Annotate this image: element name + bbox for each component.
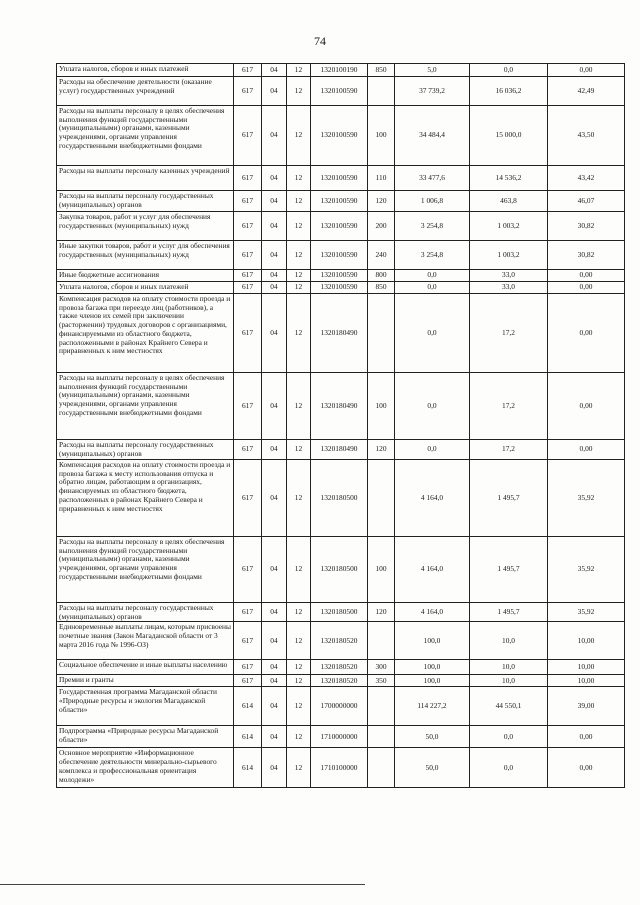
cell-fact: 0,0 bbox=[470, 726, 548, 748]
cell-plan: 100,0 bbox=[395, 675, 470, 687]
cell-name: Иные бюджетные ассигнования bbox=[57, 270, 234, 282]
table-row bbox=[57, 294, 625, 373]
cell-name: Иные закупки товаров, работ и услуг для обеспечения государственных (муниципальных) нужд bbox=[57, 241, 234, 270]
cell-vr: 100 bbox=[368, 537, 395, 603]
cell-pr: 12 bbox=[287, 622, 311, 660]
cell-fact: 1 495,7 bbox=[470, 603, 548, 622]
cell-pct: 10,00 bbox=[548, 622, 625, 660]
cell-name: Расходы на выплаты персоналу в целях обеспечения выполнения функций государственными (муниципальными) органами, казенными учреждениями, органами управления государственными внебюджетными фондами bbox=[57, 537, 234, 603]
cell-name: Расходы на выплаты персоналу государственных (муниципальных) органов bbox=[57, 440, 234, 460]
cell-pr: 12 bbox=[287, 191, 311, 212]
table-row bbox=[57, 726, 625, 748]
cell-fact: 17,2 bbox=[470, 373, 548, 440]
cell-adm: 614 bbox=[234, 748, 262, 788]
cell-name: Государственная программа Магаданской области «Природные ресурсы и экология Магаданской области» bbox=[57, 687, 234, 726]
cell-pr: 12 bbox=[287, 106, 311, 166]
table-row bbox=[57, 241, 625, 270]
cell-csr: 1320180500 bbox=[311, 537, 368, 603]
cell-vr bbox=[368, 622, 395, 660]
cell-pct: 10,00 bbox=[548, 675, 625, 687]
cell-plan: 0,0 bbox=[395, 294, 470, 373]
cell-name: Расходы на выплаты персоналу государственных (муниципальных) органов bbox=[57, 603, 234, 622]
cell-rz: 04 bbox=[262, 537, 287, 603]
cell-name: Компенсация расходов на оплату стоимости проезда и провоза багажа к месту использования отпуска и обратно лицам, работающим в организациях, финансируемых из областного бюджета, расположенных в районах Крайнего Севера и приравненных к ним местностях bbox=[57, 460, 234, 537]
cell-pr: 12 bbox=[287, 77, 311, 106]
cell-vr bbox=[368, 460, 395, 537]
cell-pr: 12 bbox=[287, 241, 311, 270]
cell-fact: 33,0 bbox=[470, 282, 548, 294]
cell-plan: 3 254,8 bbox=[395, 241, 470, 270]
cell-rz: 04 bbox=[262, 440, 287, 460]
cell-pct: 0,00 bbox=[548, 282, 625, 294]
cell-name: Расходы на выплаты персоналу казенных учреждений bbox=[57, 166, 234, 191]
cell-csr: 1320180490 bbox=[311, 294, 368, 373]
cell-csr: 1320100590 bbox=[311, 191, 368, 212]
page-number: 74 bbox=[314, 34, 326, 48]
cell-fact: 10,0 bbox=[470, 675, 548, 687]
cell-pct: 35,92 bbox=[548, 460, 625, 537]
cell-pr: 12 bbox=[287, 603, 311, 622]
cell-rz: 04 bbox=[262, 212, 287, 241]
cell-plan: 0,0 bbox=[395, 373, 470, 440]
table-row bbox=[57, 191, 625, 212]
cell-rz: 04 bbox=[262, 726, 287, 748]
cell-plan: 34 484,4 bbox=[395, 106, 470, 166]
cell-csr: 1320100590 bbox=[311, 106, 368, 166]
cell-pr: 12 bbox=[287, 166, 311, 191]
cell-adm: 617 bbox=[234, 603, 262, 622]
cell-adm: 617 bbox=[234, 64, 262, 77]
cell-csr: 1320180500 bbox=[311, 460, 368, 537]
cell-pr: 12 bbox=[287, 64, 311, 77]
cell-adm: 617 bbox=[234, 460, 262, 537]
cell-name: Основное мероприятие «Информационное обеспечение деятельности минерально-сырьевого комплекса и профессиональная ориентация молодежи» bbox=[57, 748, 234, 788]
cell-rz: 04 bbox=[262, 191, 287, 212]
cell-rz: 04 bbox=[262, 64, 287, 77]
cell-adm: 617 bbox=[234, 440, 262, 460]
cell-fact: 10,0 bbox=[470, 660, 548, 675]
cell-vr: 850 bbox=[368, 64, 395, 77]
table-row bbox=[57, 622, 625, 660]
cell-plan: 3 254,8 bbox=[395, 212, 470, 241]
table-row bbox=[57, 440, 625, 460]
cell-fact: 17,2 bbox=[470, 294, 548, 373]
cell-name: Расходы на обеспечение деятельности (оказание услуг) государственных учреждений bbox=[57, 77, 234, 106]
cell-pct: 0,00 bbox=[548, 294, 625, 373]
cell-rz: 04 bbox=[262, 241, 287, 270]
cell-vr bbox=[368, 77, 395, 106]
table-row bbox=[57, 460, 625, 537]
cell-vr: 850 bbox=[368, 282, 395, 294]
cell-csr: 1320100590 bbox=[311, 77, 368, 106]
cell-adm: 614 bbox=[234, 687, 262, 726]
cell-adm: 617 bbox=[234, 270, 262, 282]
table-row bbox=[57, 270, 625, 282]
cell-csr: 1710000000 bbox=[311, 726, 368, 748]
cell-pct: 0,00 bbox=[548, 373, 625, 440]
table-row bbox=[57, 77, 625, 106]
cell-pct: 43,50 bbox=[548, 106, 625, 166]
cell-plan: 1 006,8 bbox=[395, 191, 470, 212]
cell-rz: 04 bbox=[262, 660, 287, 675]
cell-adm: 617 bbox=[234, 373, 262, 440]
cell-rz: 04 bbox=[262, 77, 287, 106]
cell-vr: 800 bbox=[368, 270, 395, 282]
cell-csr: 1320100590 bbox=[311, 241, 368, 270]
table-row bbox=[57, 687, 625, 726]
cell-pct: 46,07 bbox=[548, 191, 625, 212]
cell-adm: 617 bbox=[234, 191, 262, 212]
cell-pr: 12 bbox=[287, 440, 311, 460]
cell-vr: 350 bbox=[368, 675, 395, 687]
budget-table bbox=[56, 63, 625, 788]
cell-pr: 12 bbox=[287, 294, 311, 373]
table-row bbox=[57, 537, 625, 603]
cell-rz: 04 bbox=[262, 166, 287, 191]
cell-adm: 617 bbox=[234, 622, 262, 660]
cell-adm: 617 bbox=[234, 241, 262, 270]
cell-name: Расходы на выплаты персоналу в целях обеспечения выполнения функций государственными (муниципальными) органами, казенными учреждениями, органами управления государственными внебюджетными фондами bbox=[57, 373, 234, 440]
cell-vr: 120 bbox=[368, 440, 395, 460]
cell-pct: 0,00 bbox=[548, 748, 625, 788]
cell-adm: 614 bbox=[234, 726, 262, 748]
cell-pr: 12 bbox=[287, 675, 311, 687]
cell-rz: 04 bbox=[262, 460, 287, 537]
cell-name: Социальное обеспечение и иные выплаты населению bbox=[57, 660, 234, 675]
cell-pct: 39,00 bbox=[548, 687, 625, 726]
cell-rz: 04 bbox=[262, 106, 287, 166]
cell-plan: 4 164,0 bbox=[395, 537, 470, 603]
cell-rz: 04 bbox=[262, 294, 287, 373]
cell-rz: 04 bbox=[262, 270, 287, 282]
cell-adm: 617 bbox=[234, 212, 262, 241]
cell-plan: 100,0 bbox=[395, 660, 470, 675]
cell-plan: 37 739,2 bbox=[395, 77, 470, 106]
cell-pct: 0,00 bbox=[548, 440, 625, 460]
cell-rz: 04 bbox=[262, 282, 287, 294]
cell-pct: 10,00 bbox=[548, 660, 625, 675]
cell-name: Компенсация расходов на оплату стоимости проезда и провоза багажа при переезде лиц (работников), а также членов их семей при заключении (расторжении) трудовых договоров с организациями, финансируемыми из областного бюджета, расположенными в районах Крайнего Севера и приравненных к ним местностях bbox=[57, 294, 234, 373]
cell-adm: 617 bbox=[234, 77, 262, 106]
cell-plan: 33 477,6 bbox=[395, 166, 470, 191]
cell-adm: 617 bbox=[234, 106, 262, 166]
cell-vr: 300 bbox=[368, 660, 395, 675]
cell-plan: 0,0 bbox=[395, 282, 470, 294]
cell-pct: 35,92 bbox=[548, 603, 625, 622]
cell-rz: 04 bbox=[262, 603, 287, 622]
cell-vr: 120 bbox=[368, 191, 395, 212]
cell-pr: 12 bbox=[287, 660, 311, 675]
cell-vr: 200 bbox=[368, 212, 395, 241]
cell-csr: 1320180520 bbox=[311, 622, 368, 660]
cell-csr: 1320100590 bbox=[311, 270, 368, 282]
cell-pr: 12 bbox=[287, 212, 311, 241]
cell-fact: 1 003,2 bbox=[470, 241, 548, 270]
cell-pr: 12 bbox=[287, 270, 311, 282]
cell-rz: 04 bbox=[262, 687, 287, 726]
cell-csr: 1320100590 bbox=[311, 282, 368, 294]
table-row bbox=[57, 106, 625, 166]
cell-rz: 04 bbox=[262, 675, 287, 687]
table-row bbox=[57, 212, 625, 241]
cell-plan: 114 227,2 bbox=[395, 687, 470, 726]
cell-adm: 617 bbox=[234, 675, 262, 687]
cell-rz: 04 bbox=[262, 622, 287, 660]
cell-name: Уплата налогов, сборов и иных платежей bbox=[57, 282, 234, 294]
cell-adm: 617 bbox=[234, 282, 262, 294]
cell-adm: 617 bbox=[234, 166, 262, 191]
cell-vr: 100 bbox=[368, 106, 395, 166]
cell-fact: 10,0 bbox=[470, 622, 548, 660]
cell-pr: 12 bbox=[287, 726, 311, 748]
cell-pct: 42,49 bbox=[548, 77, 625, 106]
cell-vr bbox=[368, 726, 395, 748]
cell-vr bbox=[368, 294, 395, 373]
cell-vr: 120 bbox=[368, 603, 395, 622]
cell-csr: 1320180490 bbox=[311, 440, 368, 460]
cell-pr: 12 bbox=[287, 373, 311, 440]
footer-rule bbox=[0, 884, 365, 885]
cell-plan: 100,0 bbox=[395, 622, 470, 660]
cell-plan: 0,0 bbox=[395, 440, 470, 460]
cell-vr bbox=[368, 687, 395, 726]
cell-fact: 1 003,2 bbox=[470, 212, 548, 241]
cell-name: Расходы на выплаты персоналу в целях обеспечения выполнения функций государственными (муниципальными) органами, казенными учреждениями, органами управления государственными внебюджетными фондами bbox=[57, 106, 234, 166]
cell-adm: 617 bbox=[234, 660, 262, 675]
table-row bbox=[57, 748, 625, 788]
cell-pct: 0,00 bbox=[548, 64, 625, 77]
cell-name: Подпрограмма «Природные ресурсы Магаданской области» bbox=[57, 726, 234, 748]
cell-adm: 617 bbox=[234, 294, 262, 373]
cell-plan: 0,0 bbox=[395, 270, 470, 282]
table-row bbox=[57, 675, 625, 687]
cell-csr: 1320180520 bbox=[311, 660, 368, 675]
cell-name: Премии и гранты bbox=[57, 675, 234, 687]
cell-pr: 12 bbox=[287, 460, 311, 537]
cell-plan: 5,0 bbox=[395, 64, 470, 77]
table-row bbox=[57, 282, 625, 294]
table-row bbox=[57, 166, 625, 191]
cell-adm: 617 bbox=[234, 537, 262, 603]
table-row bbox=[57, 64, 625, 77]
cell-fact: 1 495,7 bbox=[470, 537, 548, 603]
cell-pr: 12 bbox=[287, 282, 311, 294]
cell-csr: 1320100590 bbox=[311, 212, 368, 241]
cell-pr: 12 bbox=[287, 748, 311, 788]
cell-csr: 1320100590 bbox=[311, 166, 368, 191]
cell-plan: 50,0 bbox=[395, 748, 470, 788]
cell-plan: 50,0 bbox=[395, 726, 470, 748]
cell-pct: 0,00 bbox=[548, 726, 625, 748]
cell-fact: 463,8 bbox=[470, 191, 548, 212]
table-row bbox=[57, 603, 625, 622]
cell-vr bbox=[368, 748, 395, 788]
cell-fact: 0,0 bbox=[470, 748, 548, 788]
cell-plan: 4 164,0 bbox=[395, 603, 470, 622]
cell-csr: 1320180500 bbox=[311, 603, 368, 622]
table-row bbox=[57, 373, 625, 440]
cell-pct: 35,92 bbox=[548, 537, 625, 603]
table-row bbox=[57, 660, 625, 675]
cell-vr: 110 bbox=[368, 166, 395, 191]
cell-pct: 0,00 bbox=[548, 270, 625, 282]
cell-name: Уплата налогов, сборов и иных платежей bbox=[57, 64, 234, 77]
cell-plan: 4 164,0 bbox=[395, 460, 470, 537]
cell-pct: 43,42 bbox=[548, 166, 625, 191]
cell-pr: 12 bbox=[287, 687, 311, 726]
cell-csr: 1700000000 bbox=[311, 687, 368, 726]
cell-fact: 14 536,2 bbox=[470, 166, 548, 191]
cell-fact: 33,0 bbox=[470, 270, 548, 282]
cell-name: Закупка товаров, работ и услуг для обеспечения государственных (муниципальных) нужд bbox=[57, 212, 234, 241]
cell-name: Расходы на выплаты персоналу государственных (муниципальных) органов bbox=[57, 191, 234, 212]
cell-name: Единовременные выплаты лицам, которым присвоены почетные звания (Закон Магаданской области от 3 марта 2016 года № 1996-ОЗ) bbox=[57, 622, 234, 660]
cell-rz: 04 bbox=[262, 373, 287, 440]
cell-csr: 1320180520 bbox=[311, 675, 368, 687]
cell-fact: 0,0 bbox=[470, 64, 548, 77]
cell-vr: 100 bbox=[368, 373, 395, 440]
cell-csr: 1320100190 bbox=[311, 64, 368, 77]
cell-vr: 240 bbox=[368, 241, 395, 270]
cell-csr: 1320180490 bbox=[311, 373, 368, 440]
cell-fact: 16 036,2 bbox=[470, 77, 548, 106]
cell-fact: 1 495,7 bbox=[470, 460, 548, 537]
cell-fact: 17,2 bbox=[470, 440, 548, 460]
cell-pct: 30,82 bbox=[548, 241, 625, 270]
cell-rz: 04 bbox=[262, 748, 287, 788]
cell-fact: 15 000,0 bbox=[470, 106, 548, 166]
cell-csr: 1710100000 bbox=[311, 748, 368, 788]
cell-fact: 44 550,1 bbox=[470, 687, 548, 726]
cell-pct: 30,82 bbox=[548, 212, 625, 241]
cell-pr: 12 bbox=[287, 537, 311, 603]
